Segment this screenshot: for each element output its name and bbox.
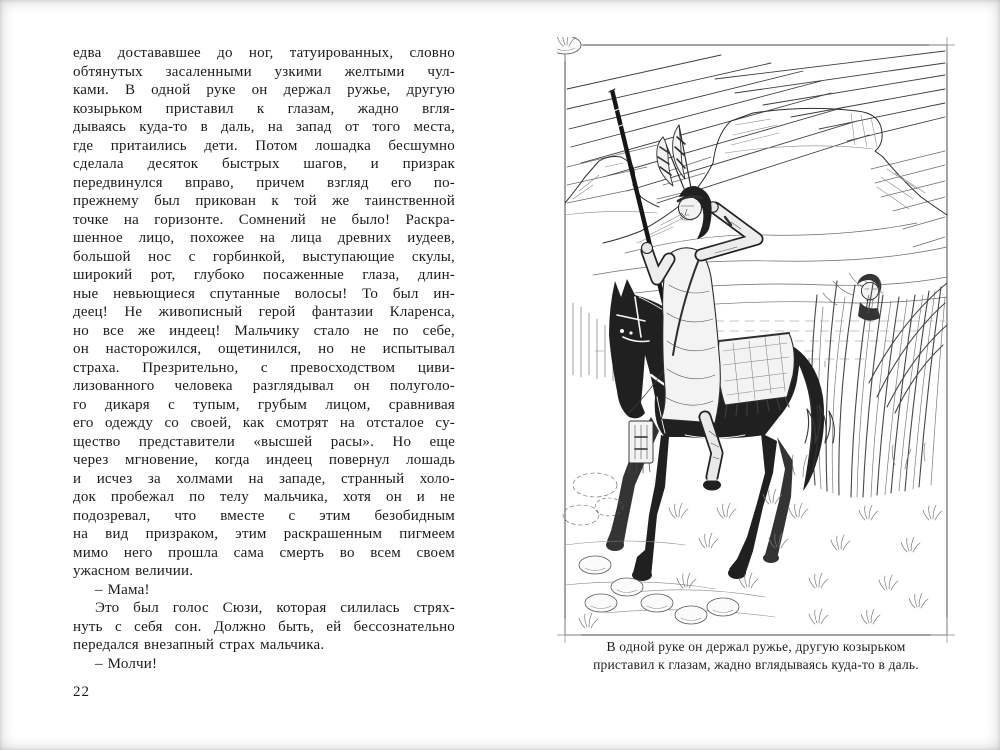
text-line: подозревал, что вместе с этим безобидным: [73, 507, 455, 524]
text-line: Это был голос Сюзи, которая силилась стрях-: [95, 600, 455, 616]
text-line: го дикаря с тупым, грубым лицом, сравнивая: [73, 396, 455, 413]
text-line: козырьком приставил к глазам, жадно вгля-: [73, 100, 455, 117]
text-line: шенное лицо, похожее на лица древних иудеев,: [73, 230, 455, 246]
tall-grass: [811, 273, 947, 497]
text-line: он насторожился, ощетинился, но не испытывал: [73, 341, 455, 357]
text-line: ками. В одной руке он держал ружье, другую: [73, 82, 455, 98]
left-bushes: [563, 473, 623, 525]
moccasin: [703, 480, 721, 491]
boy-head: [861, 282, 878, 299]
text-column: [73, 44, 455, 673]
feathers: [657, 125, 691, 191]
mesa: [593, 108, 947, 307]
caption-line: В одной руке он держал ружье, другую козырьком: [606, 639, 906, 654]
text-line: мимо него прошла сама смерть во всем своем: [73, 544, 455, 561]
text-line: широкий рот, глубоко посаженные глаза, длин-: [73, 267, 455, 283]
page-number: 22: [73, 684, 90, 700]
text-line: передвинулся вправо, причем взгляд его по-: [73, 174, 455, 191]
text-line: дываясь куда-то в даль, на запад от того места,: [73, 119, 455, 135]
text-line: страха. Презрительно, с превосходством циви-: [73, 359, 455, 376]
text-line: его одежду со своей, как смотрят на отсталое су-: [73, 415, 455, 431]
text-line: на вид призраком, этим раскрашенным пигмеем: [73, 526, 455, 542]
caption-line: приставил к глазам, жадно вглядываясь куда-то в даль.: [593, 657, 919, 672]
text-line: и исчез за холмами на западе, странный холо-: [73, 470, 455, 487]
text-line: передался внезапный страх мальчика.: [73, 637, 325, 653]
text-line: щество представители «высшей расы». Но еще: [73, 433, 455, 450]
text-line: ужасном величии.: [73, 563, 194, 579]
engraving-svg: [557, 37, 955, 643]
text-line: нуть с себя сон. Должно быть, ей бессознательно: [73, 618, 455, 635]
text-line: но все же индеец! Мальчику стало не по себе,: [73, 322, 455, 339]
text-line: сделала десяток быстрых шагов, и призрак: [73, 156, 455, 172]
text-line: точке на горизонте. Сомнений не было! Раскра-: [73, 211, 455, 228]
text-line: – Мама!: [95, 581, 150, 598]
text-line: большой нос с горбинкой, выступающие скулы,: [73, 248, 455, 265]
rider-hand-fist: [642, 243, 653, 254]
text-line: лизованного человека разглядывал он полуголо-: [73, 378, 455, 394]
text-line: – Молчи!: [95, 655, 158, 672]
text-line: едва достававшее до ног, татуированных, словно: [73, 45, 455, 61]
text-line: обтянутых засаленными узкими желтыми чул-: [73, 63, 455, 80]
text-line: деец! Не живописный герой фантазии Кларенса,: [73, 304, 455, 320]
hiding-boy: [857, 274, 881, 321]
illustration: [557, 37, 955, 643]
rider-robe: [661, 248, 720, 423]
illustration-caption: [563, 638, 949, 674]
text-line: прежнему был прикован к той же таинственной: [73, 193, 455, 209]
text-line: ные невьющиеся спутанные волосы! То был ин-: [73, 285, 455, 302]
text-line: через мгновение, когда индеец повернул лошадь: [73, 452, 455, 468]
text-line: где притаились дети. Потом лошадка бесшумно: [73, 137, 455, 154]
text-line: док пробежал по телу мальчика, хотя он и не: [73, 489, 455, 505]
